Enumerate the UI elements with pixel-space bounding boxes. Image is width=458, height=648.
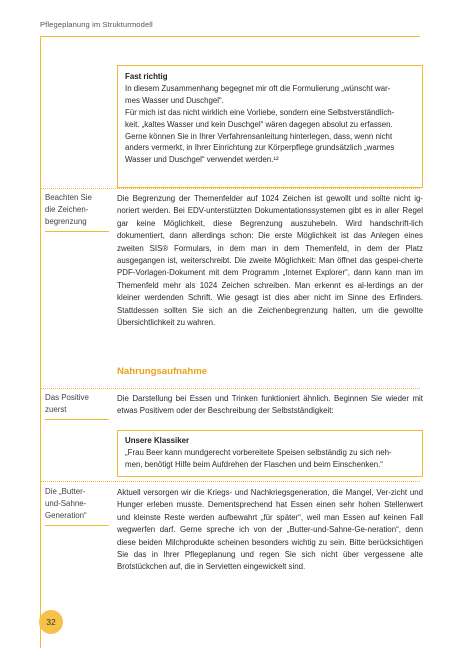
body-paragraph-butter-sahne bbox=[117, 487, 423, 574]
margin-note-line: Beachten Sie bbox=[45, 193, 92, 202]
tip-box-line: men, benötigt Hilfe beim Aufdrehen der Flaschen und beim Einschenken.“ bbox=[125, 459, 383, 469]
margin-note-line: die Zeichen- bbox=[45, 205, 89, 214]
margin-note-line: Das Positive bbox=[45, 393, 89, 402]
tip-box-fast-richtig bbox=[117, 65, 423, 188]
margin-note-zeichenbegrenzung bbox=[45, 192, 109, 232]
paragraph-text: Aktuell versorgen wir die Kriegs- und Nachkriegsgeneration, die Mangel, Ver-zicht und Hunger erleben musste. Dementsprechend hat Essen einen sehr hohen Stellenwert und kleinste Reste werden aufbewahrt „für später“, weil man Essen auf keinen Fall wegwerfen darf. Gerne spreche ich von der „Butter-und-Sahne-Ge-neration“, denn diese beiden Milchprodukte scheinen besonders wichtig zu sein. Bitte berücksichtigen Sie das in Ihrer Pflegeplanung und regen Sie sich nicht über vergessene alte Brotstückchen auf, die in Servietten eingewickelt sind. bbox=[117, 488, 423, 572]
tip-box-line: Gerne können Sie in Ihrer Verfahrensanleitung hinterlegen, dass, wenn nicht bbox=[125, 131, 393, 141]
tip-box-line: In diesem Zusammenhang begegnet mir oft die Formulierung „wünscht war- bbox=[125, 83, 391, 93]
page-number: 32 bbox=[39, 610, 63, 634]
section-divider bbox=[40, 188, 420, 189]
tip-box-line: anders vermerkt, in Ihrer Einrichtung zur Körperpflege grundsätzlich „warmes bbox=[125, 143, 395, 153]
tip-box-title: Unsere Klassiker bbox=[125, 436, 190, 445]
margin-note-butter-sahne bbox=[45, 486, 109, 526]
margin-note-line: begrenzung bbox=[45, 217, 87, 226]
tip-box-line: keit. „kaltes Wasser und kein Duschgel“ wären dagegen absolut zu erfassen. bbox=[125, 119, 393, 129]
header-title: Pflegeplanung im Strukturmodell bbox=[40, 20, 153, 29]
margin-note-line: Generation“ bbox=[45, 511, 87, 520]
paragraph-text: Die Begrenzung der Themenfelder auf 1024 Zeichen ist gewollt und sollte nicht ig-noriert werden. Bei EDV-unterstützten Dokumentationssystemen gibt es in aller Regel gar keine Möglichkeit, diese Begrenzung auszuhebeln. Wird handschrift-lich dokumentiert, dann allerdings schon: Die erste Möglichkeit ist das Anlegen eines zweiten SIS® Formulars, in dem man in dem Themenfeld, in dem der Platz ausgegangen ist, weiterschreibt. Die zweite Möglichkeit: Man öffnet das gespei-cherte PDF-Vorlagen-Dokument mit dem Programm „Internet Explorer“, dann kann man im Themenfeld mehr als 1024 Zeichen schreiben. Man erkennt es al-lerdings an der kleiner werdenden Schrift. Wie gesagt ist dies aber nicht im Sinne des Erfinders. Stattdessen sollten Sie sich an die Zeichenbegrenzung halten, um die gewollte Übersichtlichkeit zu wahren. bbox=[117, 194, 423, 328]
tip-box-line: Wasser und Duschgel“ verwendet werden.¹² bbox=[125, 155, 279, 165]
section-divider bbox=[40, 388, 420, 389]
margin-note-positive bbox=[45, 392, 109, 420]
left-margin-rule bbox=[40, 36, 41, 648]
paragraph-text: Die Darstellung bei Essen und Trinken funktioniert ähnlich. Beginnen Sie wieder mit etwas Positivem oder der Beschreibung der Selbstständigkeit: bbox=[117, 394, 423, 416]
header-rule bbox=[40, 36, 420, 37]
tip-box-line: Für mich ist das nicht wirklich eine Vorliebe, sondern eine Selbstverständlich- bbox=[125, 107, 395, 117]
section-heading: Nahrungsaufnahme bbox=[117, 366, 208, 377]
tip-box-line: „Frau Beer kann mundgerecht vorbereitete Speisen selbständig zu sich neh- bbox=[125, 447, 392, 457]
margin-note-line: zuerst bbox=[45, 405, 67, 414]
tip-box-line: mes Wasser und Duschgel“. bbox=[125, 95, 224, 105]
tip-box-klassiker bbox=[117, 430, 423, 477]
running-header bbox=[0, 0, 458, 44]
tip-box-title: Fast richtig bbox=[125, 72, 168, 81]
body-paragraph-zeichenbegrenzung bbox=[117, 193, 423, 329]
section-divider bbox=[40, 481, 420, 482]
margin-note-line: und-Sahne- bbox=[45, 499, 87, 508]
margin-note-line: Die „Butter- bbox=[45, 487, 86, 496]
body-paragraph-positive bbox=[117, 393, 423, 418]
